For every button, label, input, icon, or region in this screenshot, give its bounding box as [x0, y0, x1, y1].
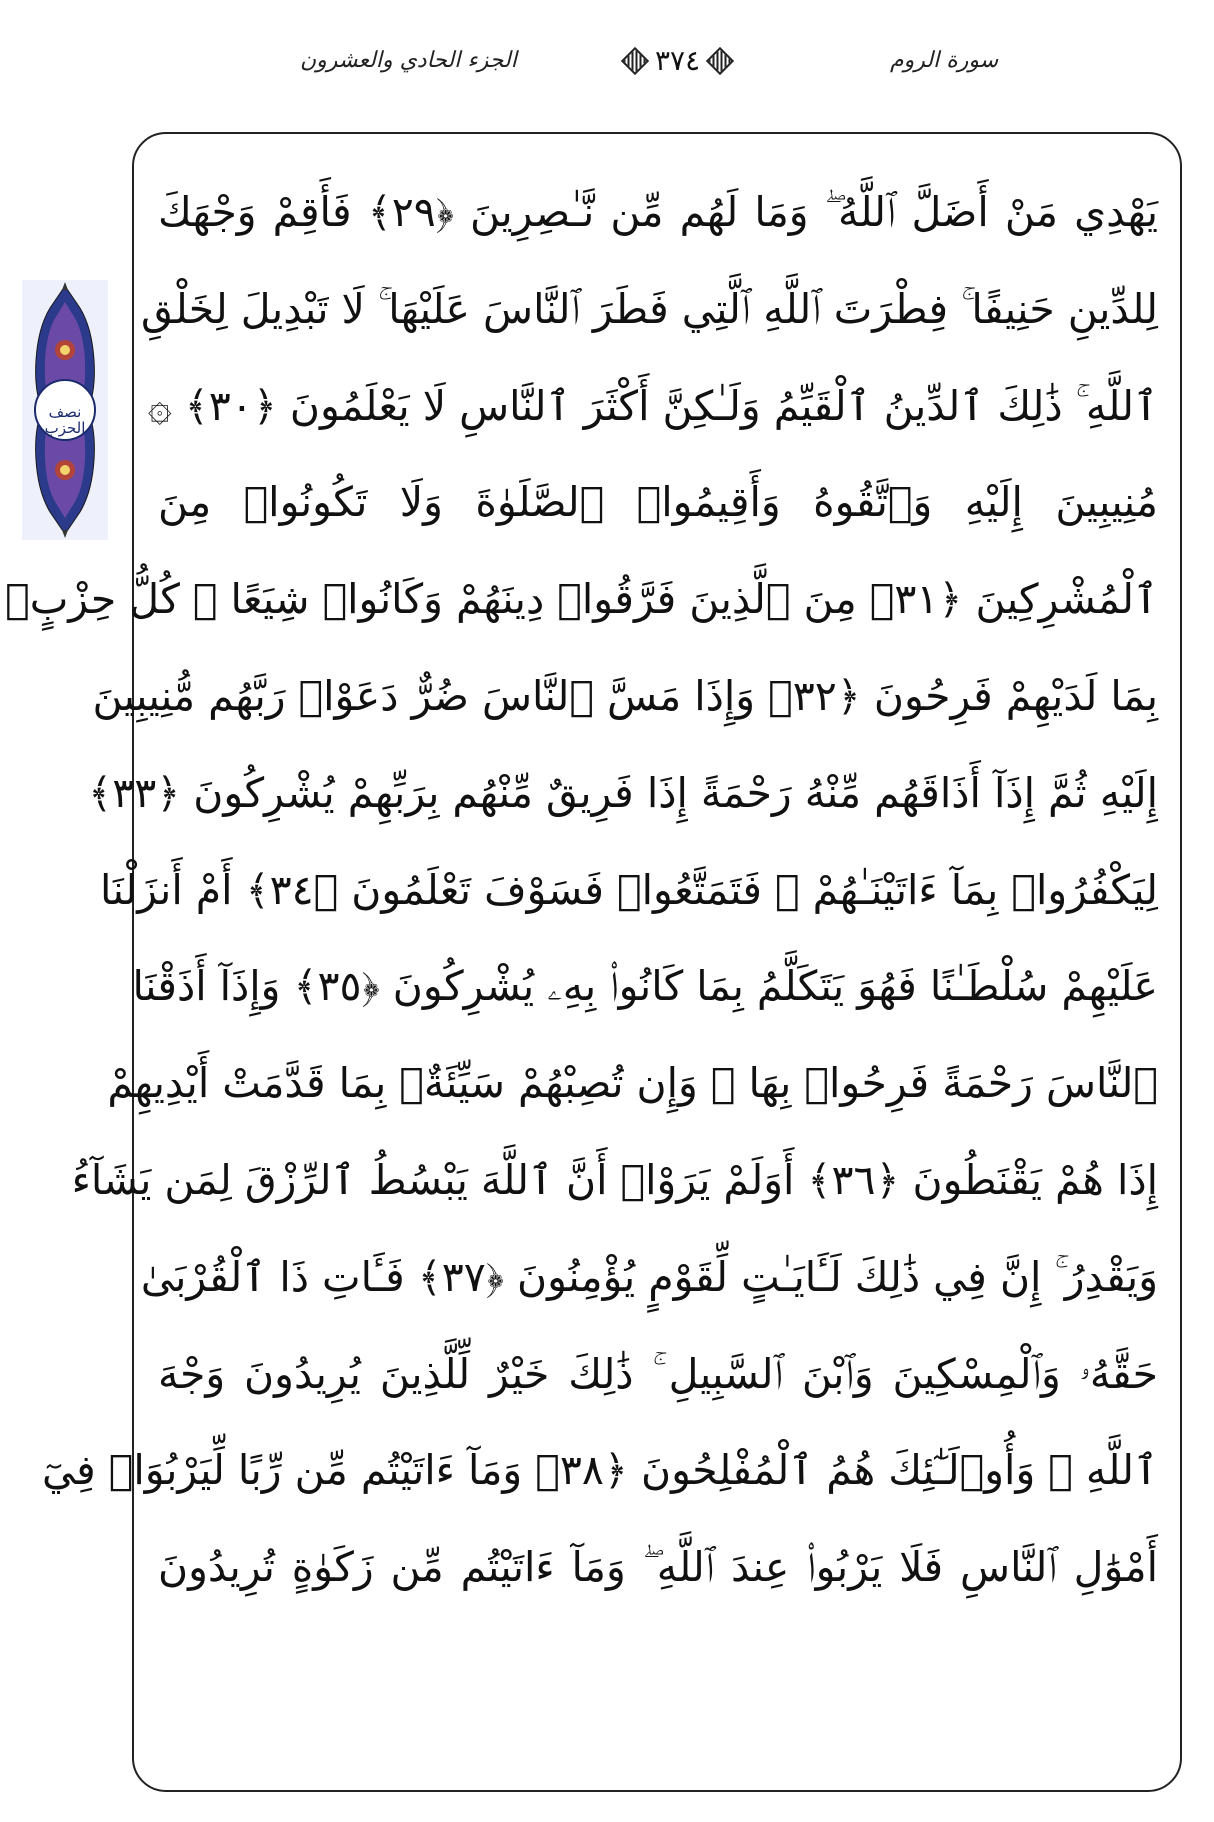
left-ornament-icon: [621, 46, 649, 74]
text-line: [41, 1422, 1158, 1519]
text-line-content: ٱللَّهِ ۚ ذَٰلِكَ ٱلدِّينُ ٱلْقَيِّمُ وَلَـٰكِنَّ أَكْثَرَ ٱلنَّاسِ لَا يَعْلَمُونَ ﴿٣٠﴾ ۞: [147, 381, 1158, 430]
text-line-content: إِذَا هُمْ يَقْنَطُونَ ﴿٣٦﴾ أَوَلَمْ يَرَوْا۟ أَنَّ ٱللَّهَ يَبْسُطُ ٱلرِّزْقَ لِمَن يَشَآءُ: [71, 1155, 1158, 1204]
text-line-content: بِمَا لَدَيْهِمْ فَرِحُونَ ﴿٣٢﴾ وَإِذَا مَسَّ ٱلنَّاسَ ضُرٌّ دَعَوْا۟ رَبَّهُم مُّنِيبِينَ: [92, 671, 1158, 720]
text-line: [92, 648, 1158, 745]
text-line: [88, 745, 1158, 842]
text-line: [158, 454, 1158, 551]
text-line: [158, 1519, 1158, 1616]
text-line-content: عَلَيْهِمْ سُلْطَـٰنًا فَهُوَ يَتَكَلَّمُ بِمَا كَانُوا۟ بِهِۦ يُشْرِكُونَ ﴿٣٥﴾ وَإِذَآ أَذَقْنَا: [132, 962, 1158, 1011]
right-ornament-icon: [706, 46, 734, 74]
text-line-content: لِيَكْفُرُوا۟ بِمَآ ءَاتَيْنَـٰهُمْ ۚ فَتَمَتَّعُوا۟ فَسَوْفَ تَعْلَمُونَ ﴿٣٤﴾ أَمْ أَنزَلْنَا: [99, 865, 1158, 914]
text-line-content: أَمْوَٰلِ ٱلنَّاسِ فَلَا يَرْبُوا۟ عِندَ ٱللَّهِ ۖ وَمَآ ءَاتَيْتُم مِّن زَكَوٰةٍ تُرِيدُونَ: [158, 1543, 1158, 1592]
text-line: [141, 261, 1158, 358]
text-line-content: إِلَيْهِ ثُمَّ إِذَآ أَذَاقَهُم مِّنْهُ رَحْمَةً إِذَا فَرِيقٌ مِّنْهُم بِرَبِّهِمْ يُشْرِكُونَ ﴿٣٣﴾: [88, 768, 1158, 817]
page-header: [0, 40, 1214, 100]
text-line-content: ٱلنَّاسَ رَحْمَةً فَرِحُوا۟ بِهَا ۖ وَإِن تُصِبْهُمْ سَيِّئَةٌۢ بِمَا قَدَّمَتْ أَيْدِيهِمْ: [107, 1059, 1158, 1108]
text-line-content: وَيَقْدِرُ ۚ إِنَّ فِي ذَٰلِكَ لَـَٔايَـٰتٍ لِّقَوْمٍ يُؤْمِنُونَ ﴿٣٧﴾ فَـَٔاتِ ذَا ٱلْقُرْبَىٰ: [140, 1252, 1158, 1301]
text-line: [158, 164, 1158, 261]
page-number-group: [625, 44, 730, 77]
text-line-content: ٱللَّهِ ۖ وَأُو۟لَـٰٓئِكَ هُمُ ٱلْمُفْلِحُونَ ﴿٣٨﴾ وَمَآ ءَاتَيْتُم مِّن رِّبًا لِّيَرْبُوَا۟ فِيٓ: [41, 1446, 1158, 1495]
text-line-content: مُنِيبِينَ إِلَيْهِ وَٱتَّقُوهُ وَأَقِيمُوا۟ ٱلصَّلَوٰةَ وَلَا تَكُونُوا۟ مِنَ: [158, 478, 1158, 527]
text-line: [71, 1132, 1158, 1229]
text-line: [132, 938, 1158, 1035]
juz-title: الجزء الحادي والعشرون: [300, 48, 517, 73]
hizb-label-bottom: الحزب: [44, 419, 86, 437]
text-line: [140, 1229, 1158, 1326]
hizb-label-top: نصف: [48, 403, 82, 421]
text-line-content: يَهْدِي مَنْ أَضَلَّ ٱللَّهُ ۖ وَمَا لَهُم مِّن نَّـٰصِرِينَ ﴿٢٩﴾ فَأَقِمْ وَجْهَكَ: [158, 188, 1158, 236]
page-number: ٣٧٤: [655, 44, 701, 77]
surah-title: سورة الروم: [890, 48, 999, 73]
text-line-content: لِلدِّينِ حَنِيفًا ۚ فِطْرَتَ ٱللَّهِ ٱلَّتِي فَطَرَ ٱلنَّاسَ عَلَيْهَا ۚ لَا تَبْدِيلَ لِخَلْقِ: [141, 284, 1158, 333]
text-line-content: ٱلْمُشْرِكِينَ ﴿٣١﴾ مِنَ ٱلَّذِينَ فَرَّقُوا۟ دِينَهُمْ وَكَانُوا۟ شِيَعًا ۖ كُلُّ حِزْبٍۭ: [5, 575, 1158, 624]
text-line: [158, 1326, 1158, 1423]
text-line-content: حَقَّهُۥ وَٱلْمِسْكِينَ وَٱبْنَ ٱلسَّبِيلِ ۚ ذَٰلِكَ خَيْرٌ لِّلَّذِينَ يُرِيدُونَ وَجْهَ: [158, 1349, 1158, 1398]
hizb-label: [22, 404, 108, 436]
text-line: [147, 358, 1158, 455]
text-line: [5, 551, 1158, 648]
text-line: [99, 842, 1158, 939]
text-line: [107, 1035, 1158, 1132]
